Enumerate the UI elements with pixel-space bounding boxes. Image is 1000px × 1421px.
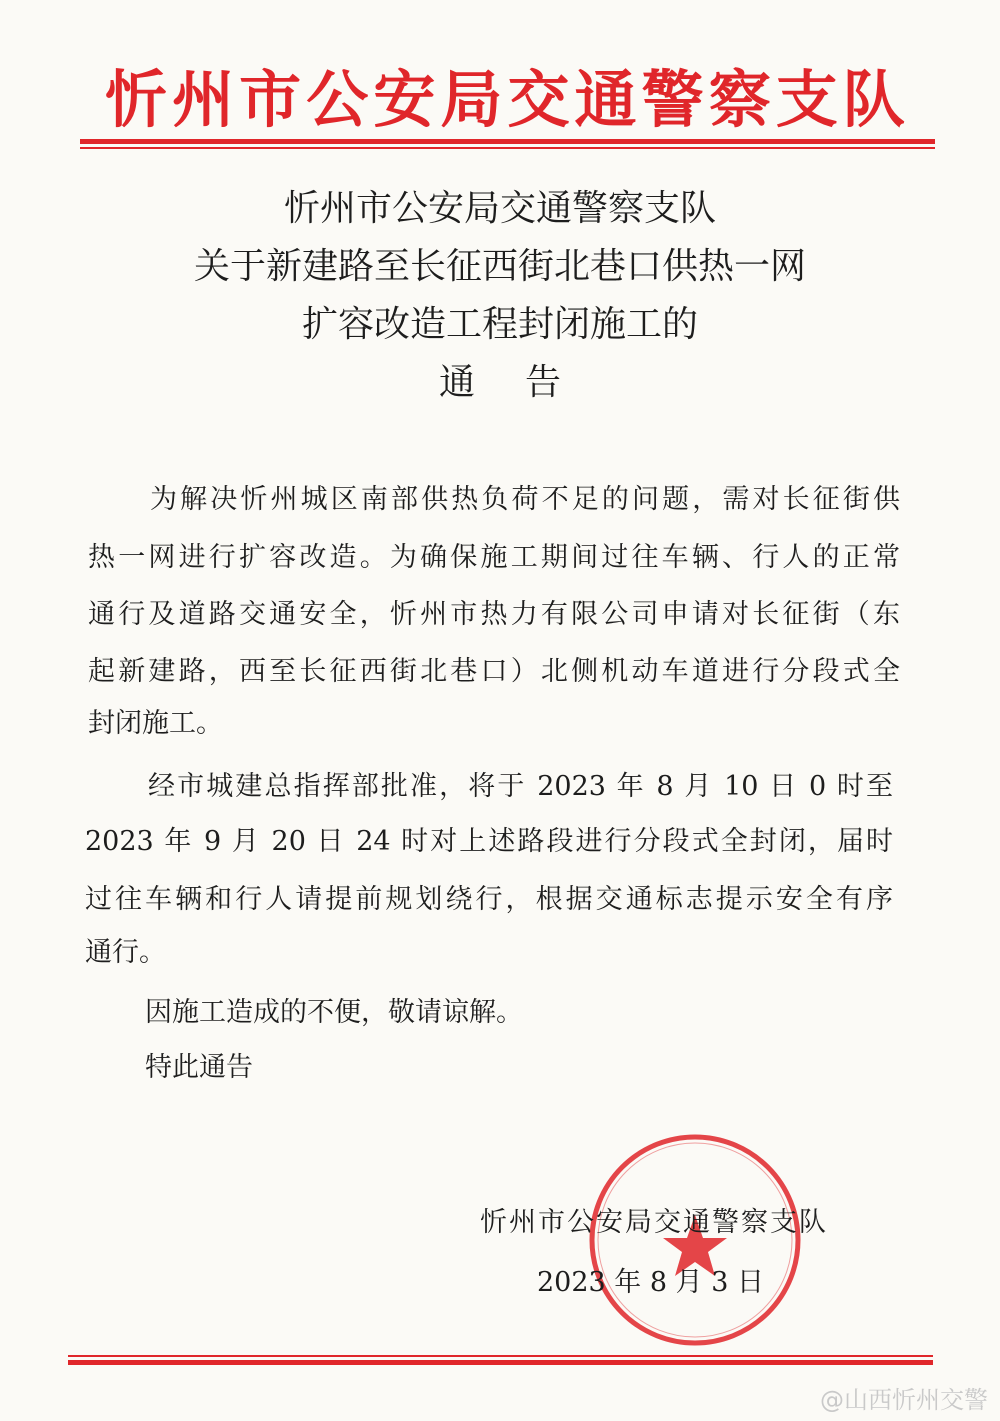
signature-date: 2023 年 8 月 3 日 bbox=[537, 1267, 764, 1298]
official-seal bbox=[585, 1130, 805, 1350]
masthead-char: 公 bbox=[306, 63, 369, 136]
masthead-char: 警 bbox=[641, 63, 704, 136]
body-line: 过往车辆和行人请提前规划绕行，根据交通标志提示安全有序 bbox=[85, 884, 893, 915]
masthead-char: 局 bbox=[440, 63, 503, 136]
masthead-char: 通 bbox=[574, 63, 637, 136]
footer-rule-thick bbox=[68, 1360, 933, 1365]
body-line: 经市城建总指挥部批准，将于 2023 年 8 月 10 日 0 时至 bbox=[148, 771, 893, 802]
body-line: 通行及道路交通安全，忻州市热力有限公司申请对长征街（东 bbox=[88, 599, 900, 630]
weibo-watermark: @山西忻州交警 bbox=[820, 1386, 988, 1414]
masthead bbox=[105, 50, 905, 136]
masthead-char: 支 bbox=[775, 63, 838, 136]
masthead-char: 安 bbox=[373, 63, 436, 136]
body-line: 热一网进行扩容改造。为确保施工期间过往车辆、行人的正常 bbox=[88, 542, 900, 573]
document-title bbox=[0, 180, 1000, 412]
body-line: 封闭施工。 bbox=[88, 708, 223, 739]
title-line: 扩容改造工程封闭施工的 bbox=[301, 304, 698, 345]
header-rule-thin bbox=[80, 147, 935, 149]
masthead-char: 察 bbox=[708, 63, 771, 136]
body-line: 2023 年 9 月 20 日 24 时对上述路段进行分段式全封闭，届时 bbox=[85, 826, 893, 857]
title-notice: 通告 bbox=[438, 362, 611, 403]
masthead-char: 州 bbox=[172, 63, 235, 136]
body-line: 为解决忻州城区南部供热负荷不足的问题，需对长征街供 bbox=[150, 484, 900, 515]
masthead-char: 交 bbox=[507, 63, 570, 136]
body-line: 通行。 bbox=[85, 937, 166, 968]
masthead-char: 队 bbox=[842, 63, 905, 136]
body-line: 特此通告 bbox=[145, 1052, 253, 1083]
footer-rule-thin bbox=[68, 1355, 933, 1357]
body-line: 起新建路，西至长征西街北巷口）北侧机动车道进行分段式全 bbox=[88, 656, 900, 687]
title-line: 忻州市公安局交通警察支队 bbox=[283, 188, 716, 229]
masthead-char: 忻 bbox=[105, 63, 168, 136]
header-rule-thick bbox=[80, 139, 935, 144]
masthead-char: 市 bbox=[239, 63, 302, 136]
signature-org: 忻州市公安局交通警察支队 bbox=[480, 1207, 828, 1238]
body-line: 因施工造成的不便，敬请谅解。 bbox=[145, 997, 523, 1028]
title-line: 关于新建路至长征西街北巷口供热一网 bbox=[193, 246, 806, 287]
